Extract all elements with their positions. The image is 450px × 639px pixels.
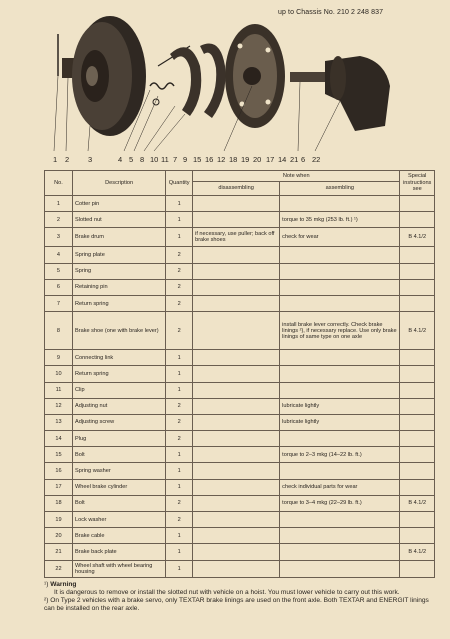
cell-quantity: 2 <box>166 247 193 263</box>
cell-disassembling <box>193 279 280 295</box>
part-number: 19 <box>241 155 250 164</box>
warning-footnote <box>44 581 439 597</box>
cell-no: 5 <box>45 263 73 279</box>
cell-no: 11 <box>45 382 73 398</box>
table-row <box>45 431 435 447</box>
cell-quantity: 1 <box>166 528 193 544</box>
table-row <box>45 366 435 382</box>
cell-no: 3 <box>45 228 73 247</box>
cell-no: 16 <box>45 463 73 479</box>
parts-table <box>44 170 435 578</box>
cell-no: 1 <box>45 196 73 212</box>
cell-disassembling: if necessary, use puller; back off brake shoes <box>193 228 280 247</box>
cell-description: Retaining pin <box>72 279 165 295</box>
note2-mark: ²) <box>44 597 49 604</box>
table-row <box>45 495 435 511</box>
cell-special <box>400 512 435 528</box>
cell-quantity: 2 <box>166 263 193 279</box>
part-number: 9 <box>183 155 188 164</box>
cell-disassembling <box>193 528 280 544</box>
cell-special <box>400 560 435 577</box>
cell-description: Clip <box>72 382 165 398</box>
cell-disassembling <box>193 414 280 430</box>
cell-assembling <box>280 366 400 382</box>
cell-special <box>400 212 435 228</box>
part-number: 14 <box>278 155 287 164</box>
table-header-row <box>45 171 435 182</box>
cell-disassembling <box>193 196 280 212</box>
cell-assembling <box>280 463 400 479</box>
cell-no: 7 <box>45 295 73 311</box>
cell-assembling <box>280 560 400 577</box>
cell-description: Spring plate <box>72 247 165 263</box>
table-row <box>45 560 435 577</box>
cell-description: Return spring <box>72 295 165 311</box>
cell-special <box>400 398 435 414</box>
cell-assembling <box>280 279 400 295</box>
cell-special <box>400 479 435 495</box>
part-number: 2 <box>65 155 70 164</box>
warning-title: Warning <box>50 581 77 588</box>
cell-quantity: 1 <box>166 447 193 463</box>
cell-no: 4 <box>45 247 73 263</box>
table-row <box>45 528 435 544</box>
cell-assembling <box>280 247 400 263</box>
cell-description: Bolt <box>72 447 165 463</box>
cell-assembling <box>280 196 400 212</box>
cell-disassembling <box>193 366 280 382</box>
part-number: 20 <box>253 155 262 164</box>
footnotes <box>44 581 439 613</box>
table-row <box>45 212 435 228</box>
cell-quantity: 2 <box>166 295 193 311</box>
cell-disassembling <box>193 447 280 463</box>
cell-quantity: 1 <box>166 212 193 228</box>
cell-special <box>400 263 435 279</box>
cell-quantity: 2 <box>166 431 193 447</box>
col-header-special: Special instructions see <box>400 171 435 196</box>
cell-special <box>400 366 435 382</box>
table-row <box>45 279 435 295</box>
cell-quantity: 2 <box>166 398 193 414</box>
table-row <box>45 196 435 212</box>
cell-assembling: torque to 2–3 mkg (14–22 lb. ft.) <box>280 447 400 463</box>
cell-description: Adjusting screw <box>72 414 165 430</box>
cell-description: Brake back plate <box>72 544 165 560</box>
cell-special <box>400 382 435 398</box>
part-number: 18 <box>229 155 238 164</box>
part-number: 11 <box>161 155 169 164</box>
cell-description: Plug <box>72 431 165 447</box>
part-number: 4 <box>118 155 123 164</box>
cell-assembling: lubricate lightly <box>280 398 400 414</box>
col-header-no: No. <box>45 171 73 196</box>
table-row <box>45 512 435 528</box>
cell-assembling: torque to 3–4 mkg (22–29 lb. ft.) <box>280 495 400 511</box>
cell-special <box>400 463 435 479</box>
table-row <box>45 312 435 350</box>
part-number: 22 <box>312 155 321 164</box>
cell-special: B 4.1/2 <box>400 228 435 247</box>
cell-no: 14 <box>45 431 73 447</box>
part-number: 10 <box>150 155 159 164</box>
cell-description: Spring <box>72 263 165 279</box>
cell-quantity: 2 <box>166 312 193 350</box>
table-row <box>45 463 435 479</box>
cell-no: 15 <box>45 447 73 463</box>
note2-text: On Type 2 vehicles with a brake servo, only TEXTAR brake linings are used on the front axle. Both TEXTAR and ENERGIT linings can be installed on the rear axle. <box>44 597 429 612</box>
cell-assembling <box>280 350 400 366</box>
cell-description: Slotted nut <box>72 212 165 228</box>
cell-description: Lock washer <box>72 512 165 528</box>
cell-quantity: 1 <box>166 544 193 560</box>
cell-disassembling <box>193 398 280 414</box>
cell-quantity: 1 <box>166 382 193 398</box>
part-number: 7 <box>173 155 178 164</box>
cell-description: Cotter pin <box>72 196 165 212</box>
cell-description: Adjusting nut <box>72 398 165 414</box>
cell-no: 17 <box>45 479 73 495</box>
cell-no: 19 <box>45 512 73 528</box>
cell-no: 21 <box>45 544 73 560</box>
cell-description: Brake shoe (one with brake lever) <box>72 312 165 350</box>
col-header-note-when: Note when <box>193 171 400 182</box>
cell-disassembling <box>193 263 280 279</box>
table-row <box>45 228 435 247</box>
cell-quantity: 1 <box>166 463 193 479</box>
cell-no: 2 <box>45 212 73 228</box>
cell-quantity: 1 <box>166 479 193 495</box>
table-row <box>45 350 435 366</box>
part-number: 8 <box>140 155 145 164</box>
cell-special <box>400 247 435 263</box>
cell-description: Spring washer <box>72 463 165 479</box>
cell-no: 22 <box>45 560 73 577</box>
cell-assembling: torque to 35 mkg (253 lb. ft.) ¹) <box>280 212 400 228</box>
cell-disassembling <box>193 312 280 350</box>
part-number: 1 <box>53 155 58 164</box>
wheel-shaft-drawing <box>290 72 330 82</box>
cell-quantity: 1 <box>166 350 193 366</box>
cell-assembling: check for wear <box>280 228 400 247</box>
lining-footnote <box>44 597 439 613</box>
cell-special <box>400 279 435 295</box>
cell-special <box>400 528 435 544</box>
cell-description: Connecting link <box>72 350 165 366</box>
cell-special <box>400 350 435 366</box>
cell-disassembling <box>193 247 280 263</box>
chassis-number-label: up to Chassis No. 210 2 248 837 <box>278 9 384 16</box>
table-row <box>45 544 435 560</box>
cell-description: Wheel brake cylinder <box>72 479 165 495</box>
part-number: 6 <box>301 155 306 164</box>
table-row <box>45 247 435 263</box>
cell-no: 8 <box>45 312 73 350</box>
cell-quantity: 1 <box>166 228 193 247</box>
spring-drawing <box>150 83 174 89</box>
cell-disassembling <box>193 479 280 495</box>
cell-disassembling <box>193 295 280 311</box>
cell-quantity: 2 <box>166 414 193 430</box>
col-header-description: Description <box>72 171 165 196</box>
cell-no: 20 <box>45 528 73 544</box>
table-row <box>45 479 435 495</box>
cell-assembling <box>280 512 400 528</box>
part-number: 5 <box>129 155 134 164</box>
cell-assembling: lubricate lightly <box>280 414 400 430</box>
cell-description: Brake drum <box>72 228 165 247</box>
table-row <box>45 295 435 311</box>
cell-special: B 4.1/2 <box>400 495 435 511</box>
cell-assembling <box>280 528 400 544</box>
cell-special <box>400 431 435 447</box>
table-row <box>45 447 435 463</box>
cell-no: 6 <box>45 279 73 295</box>
part-number: 21 <box>290 155 299 164</box>
cell-special <box>400 295 435 311</box>
cell-no: 13 <box>45 414 73 430</box>
cell-assembling <box>280 544 400 560</box>
part-number: 3 <box>88 155 93 164</box>
cell-disassembling <box>193 544 280 560</box>
cell-disassembling <box>193 560 280 577</box>
part-number: 16 <box>205 155 214 164</box>
cell-assembling <box>280 263 400 279</box>
cell-assembling <box>280 431 400 447</box>
table-row <box>45 263 435 279</box>
warning-text: It is dangerous to remove or install the slotted nut with vehicle on a hoist. You must lower vehicle to carry out this work. <box>54 589 400 596</box>
cell-description: Return spring <box>72 366 165 382</box>
cell-quantity: 1 <box>166 196 193 212</box>
cell-special: B 4.1/2 <box>400 544 435 560</box>
part-number: 15 <box>193 155 202 164</box>
cell-no: 18 <box>45 495 73 511</box>
cell-assembling: install brake lever correctly. Check brake linings ²), if necessary replace. Use only brake linings of same type on one axle <box>280 312 400 350</box>
cell-special <box>400 447 435 463</box>
cell-quantity: 2 <box>166 512 193 528</box>
cell-disassembling <box>193 382 280 398</box>
exploded-brake-diagram <box>40 6 420 156</box>
cell-disassembling <box>193 350 280 366</box>
cell-description: Wheel shaft with wheel bearing housing <box>72 560 165 577</box>
part-number: 17 <box>266 155 275 164</box>
cell-quantity: 1 <box>166 366 193 382</box>
cell-description: Bolt <box>72 495 165 511</box>
cell-quantity: 2 <box>166 279 193 295</box>
cell-quantity: 2 <box>166 495 193 511</box>
table-row <box>45 398 435 414</box>
part-number: 12 <box>217 155 226 164</box>
cell-disassembling <box>193 495 280 511</box>
table-row <box>45 414 435 430</box>
cell-disassembling <box>193 512 280 528</box>
cell-description: Brake cable <box>72 528 165 544</box>
diagram-part-numbers <box>48 155 348 167</box>
cell-special <box>400 196 435 212</box>
cell-disassembling <box>193 212 280 228</box>
cell-no: 12 <box>45 398 73 414</box>
cell-assembling <box>280 295 400 311</box>
col-header-disassembling: disassembling <box>193 181 280 195</box>
cell-special <box>400 414 435 430</box>
cell-disassembling <box>193 431 280 447</box>
cell-special: B 4.1/2 <box>400 312 435 350</box>
cell-assembling <box>280 382 400 398</box>
warning-mark: ¹) <box>44 581 49 588</box>
cell-no: 9 <box>45 350 73 366</box>
col-header-assembling: assembling <box>280 181 400 195</box>
cell-assembling: check individual parts for wear <box>280 479 400 495</box>
cell-quantity: 1 <box>166 560 193 577</box>
brake-shoe-drawing <box>170 47 201 116</box>
col-header-quantity: Quantity <box>166 171 193 196</box>
table-row <box>45 382 435 398</box>
cell-no: 10 <box>45 366 73 382</box>
cell-disassembling <box>193 463 280 479</box>
